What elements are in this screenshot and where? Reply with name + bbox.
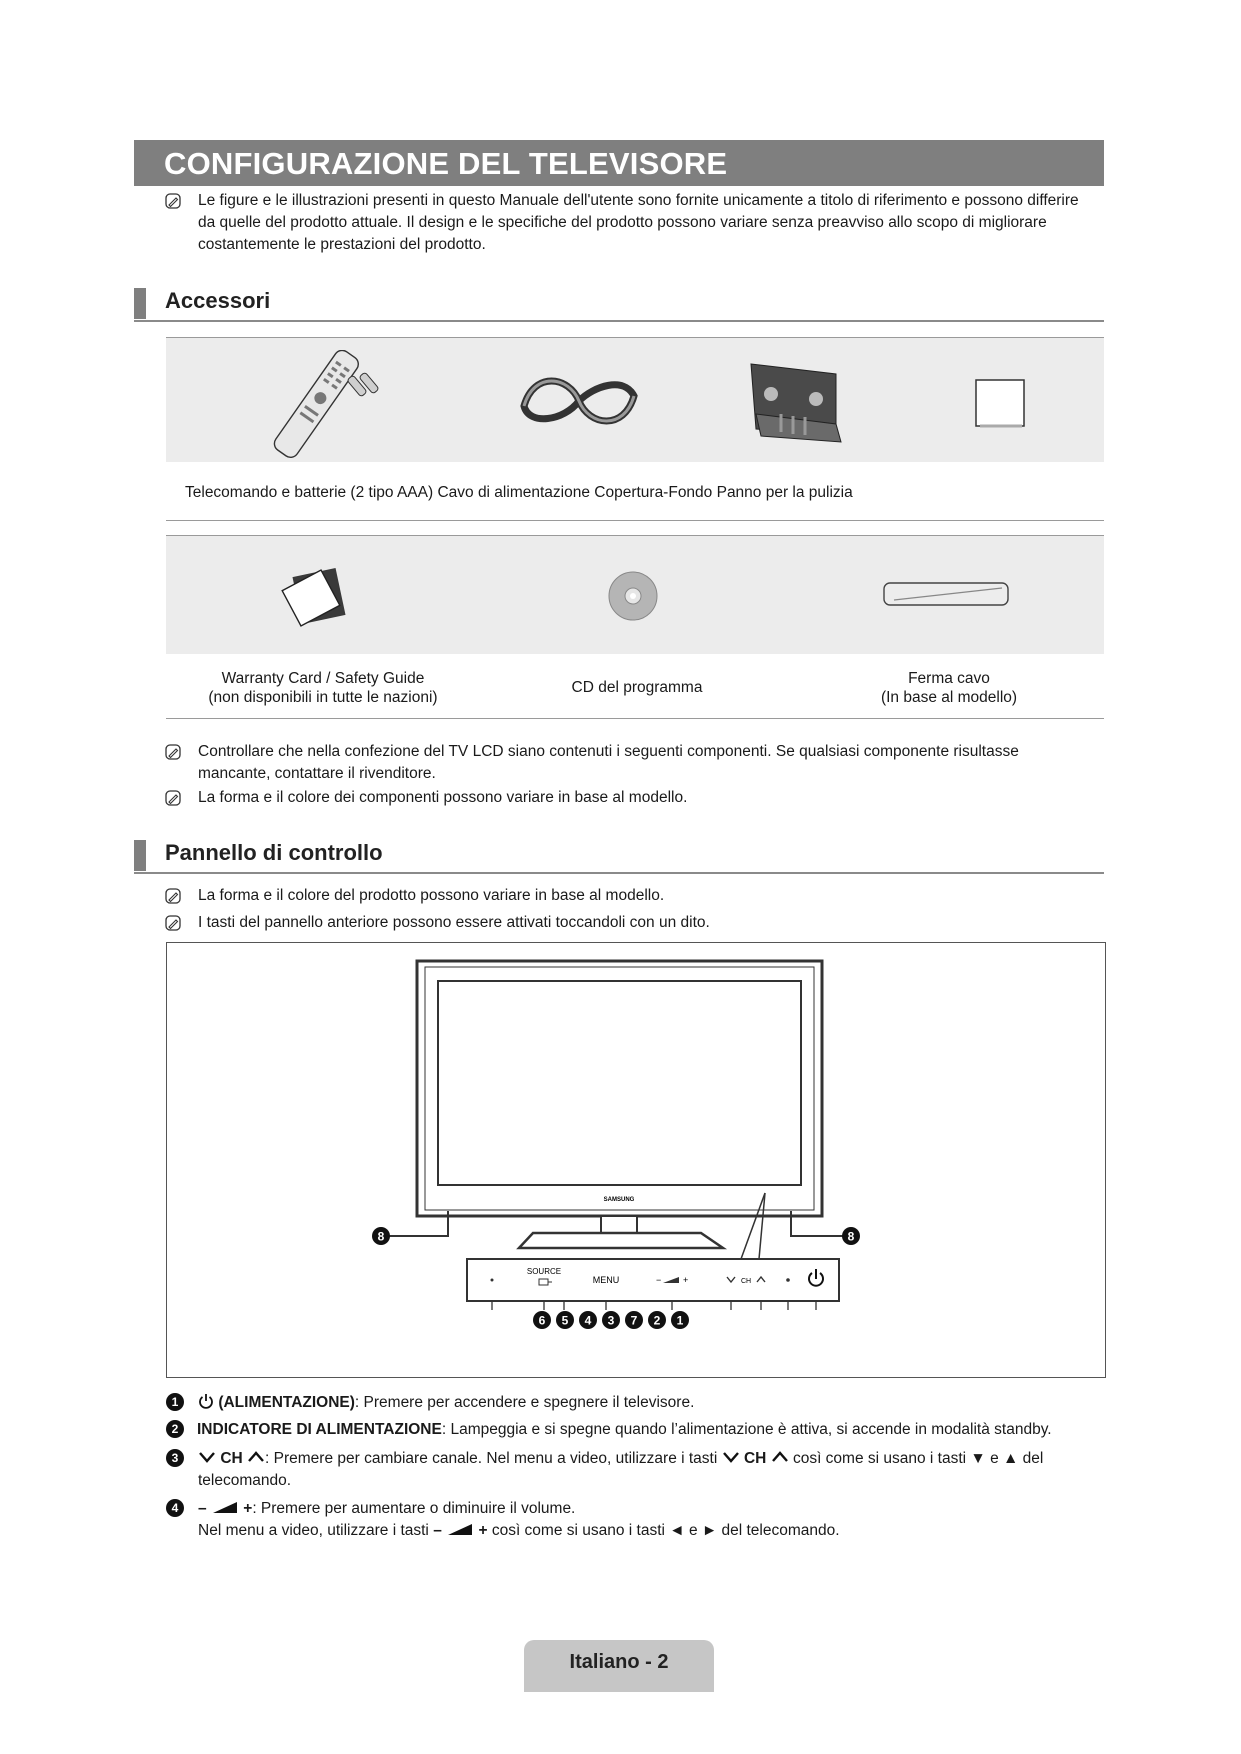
heading-bar xyxy=(134,288,146,319)
intro-note-text: Le figure e le illustrazioni presenti in questo Manuale dell'utente sono fornite unicamente a titolo di riferimento e possono differire da quelle del prodotto attuale. Il design e le specifiche del prodotto possono variare senza preavviso allo scopo di migliorare costantemente le prestazioni del prodotto. xyxy=(198,192,1079,253)
callout-6: 6 xyxy=(538,1313,546,1328)
svg-text:−: − xyxy=(656,1275,662,1285)
legend-bold: INDICATORE DI ALIMENTAZIONE xyxy=(197,1421,442,1438)
ch-down-icon xyxy=(722,1451,740,1463)
note-icon xyxy=(165,193,181,209)
ch-up-icon xyxy=(247,1451,265,1463)
note-text: Controllare che nella confezione del TV LCD siano contenuti i seguenti componenti. Se qualsiasi componente risultasse mancante, contattare il rivenditore. xyxy=(198,743,1019,782)
cable-holder-caption-line1: Ferma cavo xyxy=(908,670,990,687)
legend-text: così come si usano i tasti ▼ e ▲ del telecomando. xyxy=(198,1450,1044,1489)
volume-icon xyxy=(446,1522,474,1536)
accessories-image-row-2 xyxy=(166,536,1104,654)
page-title: CONFIGURAZIONE DEL TELEVISORE xyxy=(164,146,728,181)
cd-icon xyxy=(607,570,659,622)
note-icon xyxy=(165,744,181,760)
power-indicator-dot xyxy=(786,1278,790,1282)
legend-text: : Premere per cambiare canale. Nel menu a video, utilizzare i tasti xyxy=(265,1450,718,1467)
callout-3: 3 xyxy=(607,1313,615,1328)
ch-up-icon xyxy=(771,1451,789,1463)
control-panel-title: Pannello di controllo xyxy=(165,840,383,865)
cleaning-cloth-icon xyxy=(972,376,1028,432)
legend-number: 4 xyxy=(166,1499,184,1517)
callout-4: 4 xyxy=(584,1313,592,1328)
callout-8-left: 8 xyxy=(377,1229,385,1244)
callout-8-right: 8 xyxy=(847,1229,855,1244)
note-icon xyxy=(165,888,181,904)
legend-bold: CH xyxy=(743,1450,767,1467)
legend-item-2 xyxy=(166,1419,1106,1441)
cable-holder-icon xyxy=(878,578,1014,612)
accessories-title: Accessori xyxy=(165,288,271,313)
callout-5: 5 xyxy=(561,1313,569,1328)
accessories-heading xyxy=(134,286,1104,322)
callout-1: 1 xyxy=(676,1313,684,1328)
accessories-note-1 xyxy=(165,741,1085,785)
legend-bold: (ALIMENTAZIONE) xyxy=(218,1394,355,1411)
legend-text: : Lampeggia e si spegne quando l’alimentazione è attiva, si accende in modalità standby. xyxy=(441,1421,1052,1438)
warranty-caption-line2: (non disponibili in tutte le nazioni) xyxy=(208,689,438,706)
cover-bottom-icon xyxy=(741,354,851,454)
legend-item-1 xyxy=(166,1392,1106,1414)
title-bar xyxy=(134,140,1104,186)
volume-icon xyxy=(211,1500,239,1514)
warranty-card-icon xyxy=(281,560,351,628)
callout-2: 2 xyxy=(653,1313,661,1328)
legend-item-4: 4 – +: Premere per aumentare o diminuire il volume. Nel menu a video, utilizzare i tasti – + così come si usano i tasti ◄ e ► del telecomando. xyxy=(166,1498,1106,1542)
legend-item-3 xyxy=(166,1448,1106,1492)
note-icon xyxy=(165,790,181,806)
legend-number: 3 xyxy=(166,1449,184,1467)
remote-control-icon xyxy=(258,350,388,460)
legend-text: così come si usano i tasti ◄ e ► del telecomando. xyxy=(491,1522,840,1539)
legend-bold: CH xyxy=(220,1450,243,1467)
footer-page-label: Italiano - 2 xyxy=(569,1651,669,1673)
intro-note xyxy=(165,190,1085,256)
tv-brand-logo: SAMSUNG xyxy=(603,1197,635,1203)
divider xyxy=(166,718,1104,719)
control-panel-diagram xyxy=(166,942,1106,1378)
control-panel-heading xyxy=(134,838,1104,874)
accessories-image-row-1 xyxy=(166,338,1104,462)
note-icon xyxy=(165,915,181,931)
control-panel-note-2 xyxy=(165,912,1085,934)
warranty-caption xyxy=(166,669,480,707)
heading-bar xyxy=(134,840,146,871)
cable-holder-caption xyxy=(794,669,1104,707)
legend-number: 2 xyxy=(166,1420,184,1438)
power-icon xyxy=(198,1393,214,1409)
legend-text: : Premere per accendere e spegnere il televisore. xyxy=(354,1394,695,1411)
power-cord-icon xyxy=(514,366,644,436)
svg-text:+: + xyxy=(683,1275,689,1285)
legend-text: Nel menu a video, utilizzare i tasti xyxy=(198,1522,429,1539)
footer-page-tab xyxy=(524,1640,714,1692)
ch-down-icon xyxy=(198,1451,216,1463)
control-panel-note-1 xyxy=(165,885,1085,907)
accessories-row1-caption: Telecomando e batterie (2 tipo AAA) Cavo di alimentazione Copertura-Fondo Panno per la pulizia xyxy=(185,484,853,501)
cable-holder-caption-line2: (In base al modello) xyxy=(880,689,1018,706)
cd-caption-line1: CD del programma xyxy=(571,679,703,696)
warranty-caption-line1: Warranty Card / Safety Guide xyxy=(221,670,425,687)
legend-text: : Premere per aumentare o diminuire il volume. xyxy=(252,1500,576,1517)
source-label: SOURCE xyxy=(526,1267,562,1276)
callout-7: 7 xyxy=(630,1313,638,1328)
tv-diagram xyxy=(167,943,1105,1377)
note-text: La forma e il colore del prodotto possono variare in base al modello. xyxy=(198,887,665,904)
note-text: I tasti del pannello anteriore possono essere attivati toccandoli con un dito. xyxy=(198,914,710,931)
cd-caption xyxy=(480,678,794,697)
note-text: La forma e il colore dei componenti possono variare in base al modello. xyxy=(198,789,688,806)
menu-label: MENU xyxy=(592,1275,620,1285)
accessories-note-2 xyxy=(165,787,1085,809)
ch-label: CH xyxy=(740,1278,752,1285)
divider xyxy=(166,520,1104,521)
legend-number: 1 xyxy=(166,1393,184,1411)
